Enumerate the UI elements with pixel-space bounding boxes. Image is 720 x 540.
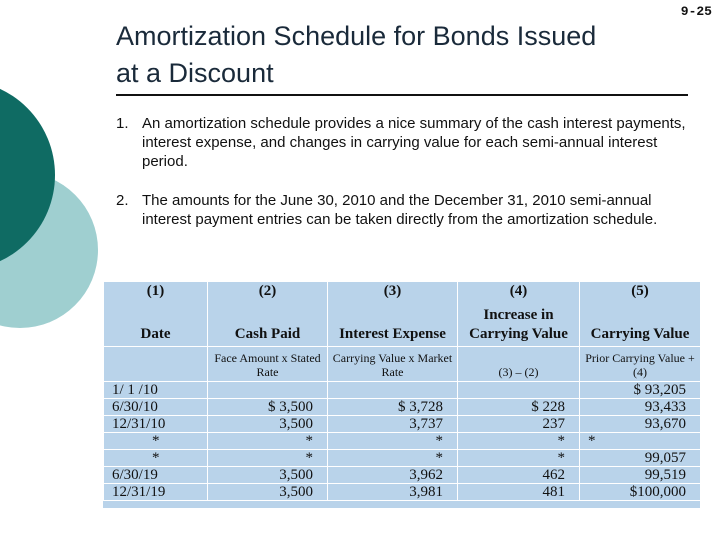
- carrying-value-cell: 93,433: [580, 399, 701, 416]
- bullet-text: An amortization schedule provides a nice summary of the cash interest payments, interest expense, and changes in carrying value for each semi-annual interest period.: [142, 115, 686, 170]
- date-cell: 6/30/10: [104, 399, 208, 416]
- title-line-1: Amortization Schedule for Bonds Issued: [116, 21, 597, 51]
- column-header: [104, 282, 208, 347]
- column-header: [580, 282, 701, 347]
- column-label: Date: [140, 326, 171, 342]
- table-row: [104, 382, 701, 399]
- table-row: [104, 416, 701, 433]
- column-number: (2): [258, 283, 277, 299]
- column-formula: Carrying Value x Market Rate: [328, 347, 458, 382]
- increase-cell: $ 228: [458, 399, 580, 416]
- interest-expense-cell: *: [328, 433, 458, 450]
- title-line-2: at a Discount: [116, 58, 274, 88]
- cash-paid-cell: 3,500: [208, 467, 328, 484]
- increase-cell: *: [458, 433, 580, 450]
- date-cell: *: [104, 433, 208, 450]
- column-label: Increase in Carrying Value: [469, 307, 568, 342]
- interest-expense-cell: *: [328, 450, 458, 467]
- column-header: [208, 282, 328, 347]
- amortization-table: [103, 281, 700, 508]
- column-label: Cash Paid: [234, 326, 301, 342]
- column-number: (5): [631, 283, 649, 299]
- interest-expense-cell: [328, 382, 458, 399]
- bullet-number: 1.: [116, 115, 129, 132]
- increase-cell: [458, 382, 580, 399]
- date-cell: 6/30/19: [104, 467, 208, 484]
- bullet-list: [116, 114, 696, 249]
- column-formula: Face Amount x Stated Rate: [208, 347, 328, 382]
- column-number: (4): [509, 283, 528, 299]
- carrying-value-cell: 93,670: [580, 416, 701, 433]
- date-cell: *: [104, 450, 208, 467]
- cash-paid-cell: 3,500: [208, 484, 328, 501]
- slide-number: 9-25: [680, 4, 712, 19]
- table-row: [104, 433, 701, 450]
- column-formula: Prior Carrying Value + (4): [580, 347, 701, 382]
- cash-paid-cell: $ 3,500: [208, 399, 328, 416]
- decorative-circles: [0, 0, 100, 360]
- bullet-text: The amounts for the June 30, 2010 and the December 31, 2010 semi-annual interest payment entries can be taken directly from the amortization schedule.: [142, 192, 658, 228]
- increase-cell: 462: [458, 467, 580, 484]
- table-row: [104, 484, 701, 501]
- table-row: [104, 467, 701, 484]
- page-title: [116, 18, 706, 92]
- carrying-value-cell: 99,519: [580, 467, 701, 484]
- table-row: [104, 450, 701, 467]
- table-row: [104, 399, 701, 416]
- column-number: (3): [383, 283, 402, 299]
- column-formula: (3) – (2): [458, 347, 580, 382]
- date-cell: 12/31/19: [104, 484, 208, 501]
- column-number: (1): [146, 283, 165, 299]
- interest-expense-cell: 3,737: [328, 416, 458, 433]
- column-header: [458, 282, 580, 347]
- carrying-value-cell: $ 93,205: [580, 382, 701, 399]
- carrying-value-cell: *: [580, 433, 701, 450]
- date-cell: 12/31/10: [104, 416, 208, 433]
- bullet-item: [116, 191, 696, 229]
- carrying-value-cell: 99,057: [580, 450, 701, 467]
- cash-paid-cell: 3,500: [208, 416, 328, 433]
- column-formula: [104, 347, 208, 382]
- bullet-number: 2.: [116, 192, 129, 209]
- interest-expense-cell: $ 3,728: [328, 399, 458, 416]
- column-label: Interest Expense: [339, 326, 446, 342]
- increase-cell: 237: [458, 416, 580, 433]
- bullet-item: [116, 114, 696, 171]
- carrying-value-cell: $100,000: [580, 484, 701, 501]
- increase-cell: *: [458, 450, 580, 467]
- increase-cell: 481: [458, 484, 580, 501]
- table-header-row: [104, 282, 701, 347]
- interest-expense-cell: 3,981: [328, 484, 458, 501]
- column-header: [328, 282, 458, 347]
- cash-paid-cell: [208, 382, 328, 399]
- date-cell: 1/ 1 /10: [104, 382, 208, 399]
- interest-expense-cell: 3,962: [328, 467, 458, 484]
- cash-paid-cell: *: [208, 450, 328, 467]
- cash-paid-cell: *: [208, 433, 328, 450]
- table-formula-row: [104, 347, 701, 382]
- column-label: Carrying Value: [590, 326, 690, 342]
- title-divider: [116, 94, 688, 96]
